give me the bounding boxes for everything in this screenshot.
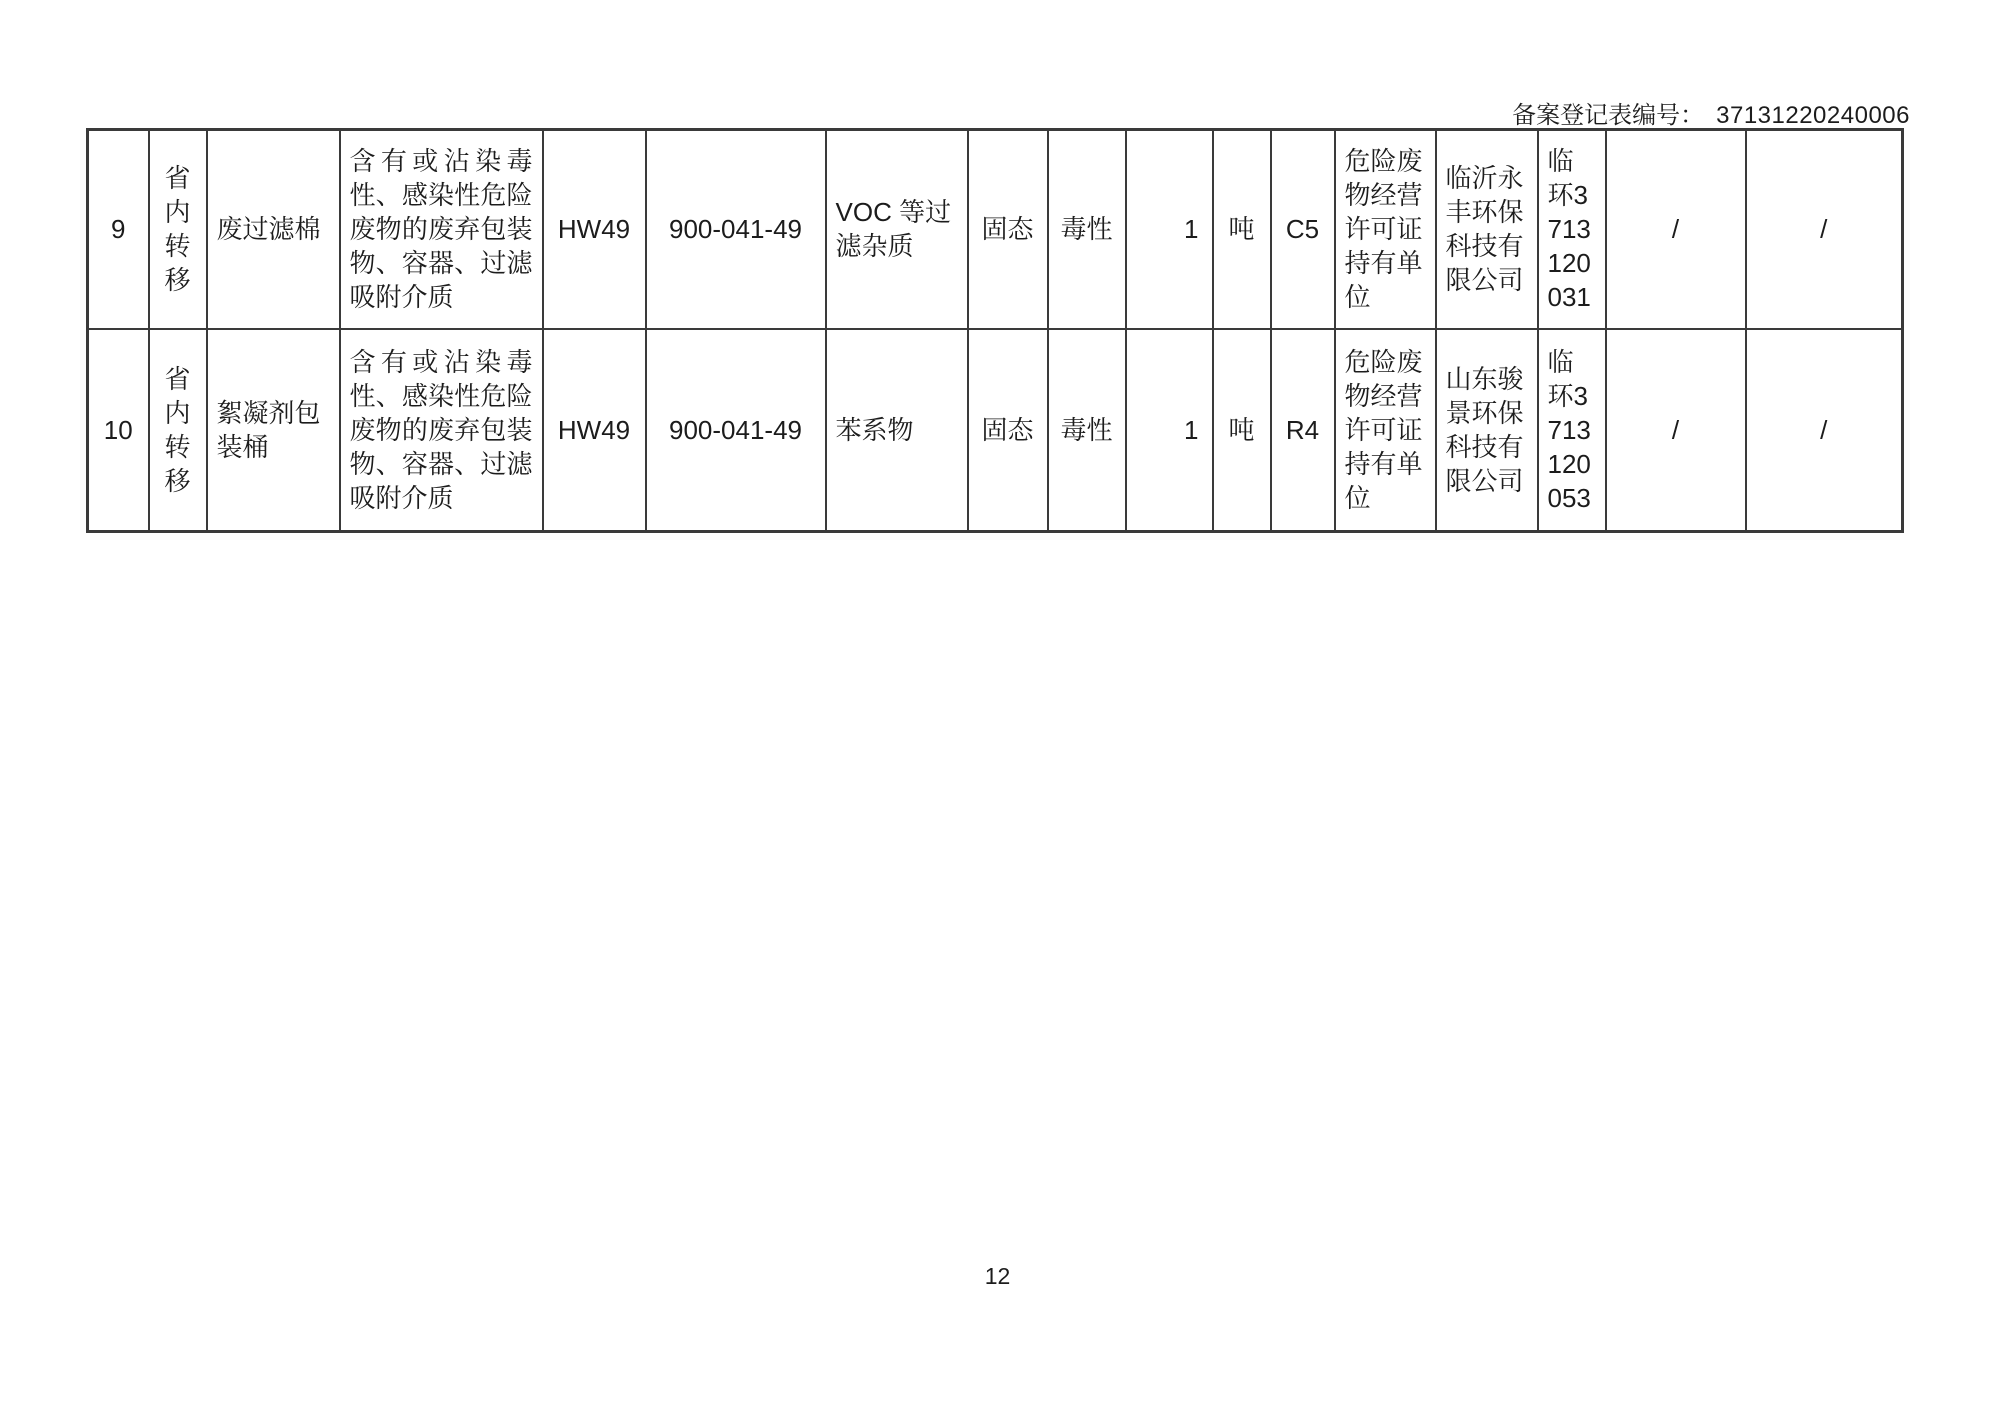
cell-category-code: HW49 xyxy=(543,130,646,329)
cell-license-no: 临环3713120031 xyxy=(1538,130,1606,329)
cell-quantity: 1 xyxy=(1126,329,1213,532)
cell-hazard-property: 毒性 xyxy=(1048,329,1126,532)
cell-seq: 10 xyxy=(88,329,149,532)
cell-receiver-qualification: 危险废物经营许可证持有单位 xyxy=(1335,130,1436,329)
cell-method-code: C5 xyxy=(1271,130,1335,329)
registration-number-label: 备案登记表编号： xyxy=(1512,102,1705,129)
waste-transfer-table xyxy=(86,128,1904,533)
cell-remark-2: / xyxy=(1746,329,1903,532)
cell-receiver-qualification: 危险废物经营许可证持有单位 xyxy=(1335,329,1436,532)
cell-seq: 9 xyxy=(88,130,149,329)
cell-receiver-name: 临沂永丰环保科技有限公司 xyxy=(1436,130,1538,329)
table-row xyxy=(88,329,1903,532)
table-row xyxy=(88,130,1903,329)
cell-quantity: 1 xyxy=(1126,130,1213,329)
cell-waste-code: 900-041-49 xyxy=(646,329,826,532)
cell-waste-name: 废过滤棉 xyxy=(207,130,340,329)
cell-physical-form: 固态 xyxy=(968,329,1048,532)
cell-transfer-type: 省内转移 xyxy=(149,329,207,532)
cell-physical-form: 固态 xyxy=(968,130,1048,329)
cell-transfer-type: 省内转移 xyxy=(149,130,207,329)
cell-remark-2: / xyxy=(1746,130,1903,329)
cell-hazard-property: 毒性 xyxy=(1048,130,1126,329)
waste-transfer-table-container xyxy=(86,128,1904,533)
cell-waste-feature: 含有或沾染毒性、感染性危险废物的废弃包装物、容器、过滤吸附介质 xyxy=(340,130,543,329)
cell-waste-name: 絮凝剂包装桶 xyxy=(207,329,340,532)
cell-license-no: 临环3713120053 xyxy=(1538,329,1606,532)
cell-remark-1: / xyxy=(1606,329,1746,532)
registration-number-header xyxy=(1512,95,1910,130)
cell-remark-1: / xyxy=(1606,130,1746,329)
cell-waste-feature: 含有或沾染毒性、感染性危险废物的废弃包装物、容器、过滤吸附介质 xyxy=(340,329,543,532)
page-number: 12 xyxy=(984,1263,1011,1289)
cell-unit: 吨 xyxy=(1213,130,1271,329)
cell-unit: 吨 xyxy=(1213,329,1271,532)
cell-main-component: VOC 等过滤杂质 xyxy=(826,130,968,329)
registration-number-value: 37131220240006 xyxy=(1716,102,1910,129)
cell-receiver-name: 山东骏景环保科技有限公司 xyxy=(1436,329,1538,532)
cell-method-code: R4 xyxy=(1271,329,1335,532)
cell-waste-code: 900-041-49 xyxy=(646,130,826,329)
cell-main-component: 苯系物 xyxy=(826,329,968,532)
cell-category-code: HW49 xyxy=(543,329,646,532)
